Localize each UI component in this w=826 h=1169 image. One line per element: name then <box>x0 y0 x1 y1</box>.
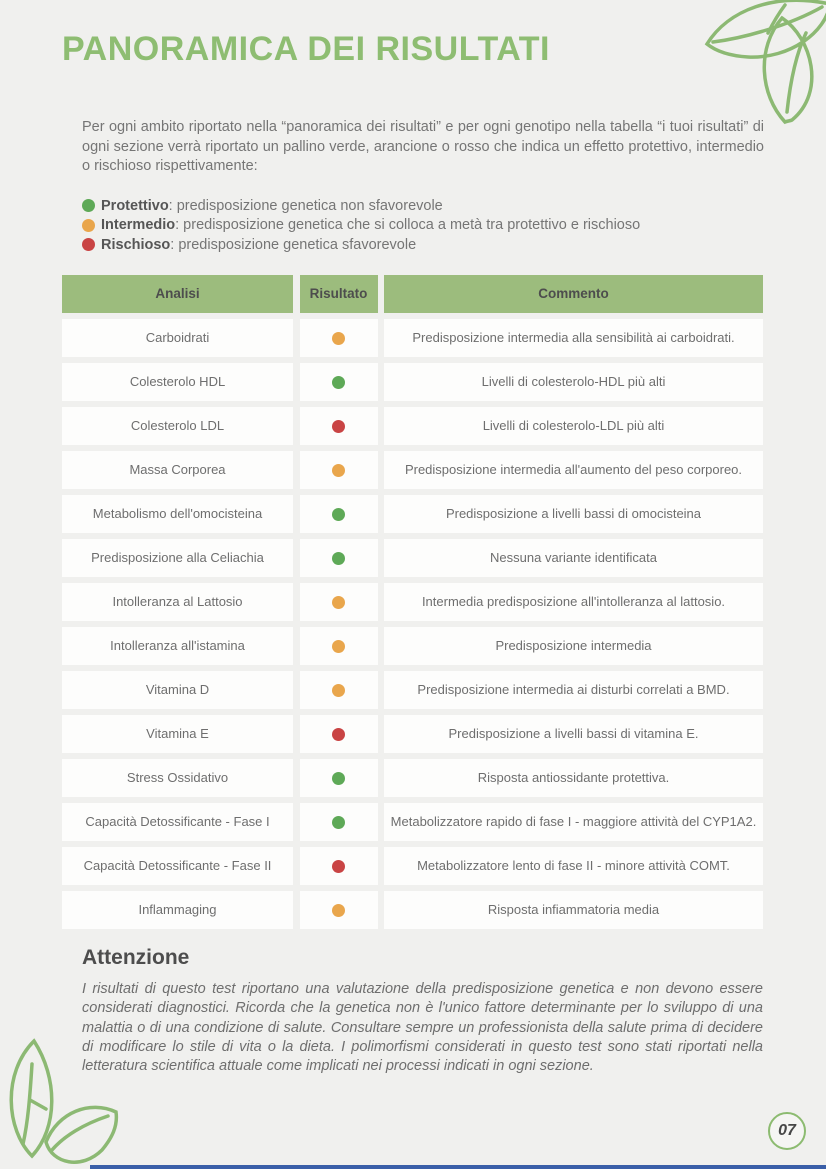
result-cell <box>300 627 378 665</box>
table-row <box>62 847 763 885</box>
legend-label: Intermedio <box>101 217 176 234</box>
analysis-name-cell: Metabolismo dell'omocisteina <box>62 495 293 533</box>
analysis-name-cell: Vitamina E <box>62 715 293 753</box>
result-cell <box>300 715 378 753</box>
comment-cell: Predisposizione a livelli bassi di vitamina E. <box>384 715 763 753</box>
table-row <box>62 671 763 709</box>
result-cell <box>300 759 378 797</box>
result-cell <box>300 803 378 841</box>
result-dot <box>332 508 345 521</box>
comment-cell: Predisposizione intermedia <box>384 627 763 665</box>
result-dot <box>332 904 345 917</box>
legend-text: : predisposizione genetica che si colloca a metà tra protettivo e rischioso <box>175 217 641 234</box>
table-row <box>62 407 763 445</box>
analysis-name-cell: Intolleranza all'istamina <box>62 627 293 665</box>
result-cell <box>300 407 378 445</box>
table-row <box>62 363 763 401</box>
result-cell <box>300 583 378 621</box>
table-row <box>62 539 763 577</box>
comment-cell: Predisposizione intermedia alla sensibilità ai carboidrati. <box>384 319 763 357</box>
page-number: 07 <box>778 1122 796 1139</box>
comment-cell: Metabolizzatore lento di fase II - minore attività COMT. <box>384 847 763 885</box>
analysis-name-cell: Massa Corporea <box>62 451 293 489</box>
table-row <box>62 495 763 533</box>
legend-item <box>82 235 764 255</box>
comment-cell: Risposta antiossidante protettiva. <box>384 759 763 797</box>
table-row <box>62 759 763 797</box>
footer-accent-bar <box>90 1165 826 1169</box>
column-header-risultato: Risultato <box>300 275 378 313</box>
table-row <box>62 715 763 753</box>
leaf-decoration-top-right <box>650 0 826 135</box>
analysis-name-cell: Inflammaging <box>62 891 293 929</box>
result-dot <box>332 816 345 829</box>
result-dot <box>332 464 345 477</box>
legend-text: : predisposizione genetica non sfavorevole <box>168 197 443 214</box>
attention-title: Attenzione <box>82 946 190 969</box>
legend-item <box>82 216 764 236</box>
analysis-name-cell: Intolleranza al Lattosio <box>62 583 293 621</box>
table-row <box>62 803 763 841</box>
result-dot <box>332 332 345 345</box>
result-dot <box>332 772 345 785</box>
analysis-name-cell: Carboidrati <box>62 319 293 357</box>
comment-cell: Predisposizione intermedia all'aumento del peso corporeo. <box>384 451 763 489</box>
result-dot <box>332 596 345 609</box>
legend-dot <box>82 199 95 212</box>
result-cell <box>300 495 378 533</box>
result-dot <box>332 640 345 653</box>
result-cell <box>300 891 378 929</box>
result-cell <box>300 671 378 709</box>
legend-dot <box>82 238 95 251</box>
analysis-name-cell: Vitamina D <box>62 671 293 709</box>
result-cell <box>300 847 378 885</box>
table-row <box>62 319 763 357</box>
table-row <box>62 891 763 929</box>
comment-cell: Livelli di colesterolo-HDL più alti <box>384 363 763 401</box>
analysis-name-cell: Capacità Detossificante - Fase II <box>62 847 293 885</box>
legend-dot <box>82 219 95 232</box>
analysis-name-cell: Colesterolo LDL <box>62 407 293 445</box>
result-dot <box>332 684 345 697</box>
result-dot <box>332 728 345 741</box>
legend-text: : predisposizione genetica sfavorevole <box>170 236 417 253</box>
column-header-analisi: Analisi <box>62 275 293 313</box>
analysis-name-cell: Stress Ossidativo <box>62 759 293 797</box>
comment-cell: Intermedia predisposizione all'intolleranza al lattosio. <box>384 583 763 621</box>
comment-cell: Predisposizione a livelli bassi di omocisteina <box>384 495 763 533</box>
analysis-name-cell: Capacità Detossificante - Fase I <box>62 803 293 841</box>
result-dot <box>332 552 345 565</box>
intro-paragraph: Per ogni ambito riportato nella “panoramica dei risultati” e per ogni genotipo nella tabella “i tuoi risultati” di ogni sezione verrà riportato un pallino verde, arancione o rosso che indica un effetto protettivo, intermedio o rischioso rispettivamente: <box>82 119 764 174</box>
comment-cell: Livelli di colesterolo-LDL più alti <box>384 407 763 445</box>
comment-cell: Risposta infiammatoria media <box>384 891 763 929</box>
comment-cell: Predisposizione intermedia ai disturbi correlati a BMD. <box>384 671 763 709</box>
result-cell <box>300 539 378 577</box>
table-row <box>62 451 763 489</box>
page-title: PANORAMICA DEI RISULTATI <box>62 30 550 68</box>
legend-label: Rischioso <box>101 236 171 253</box>
legend <box>82 196 764 255</box>
result-cell <box>300 319 378 357</box>
table-row <box>62 627 763 665</box>
attention-section <box>82 946 763 1076</box>
table-row <box>62 583 763 621</box>
attention-body: I risultati di questo test riportano una valutazione della predisposizione genetica e non devono essere considerati diagnostici. Ricorda che la genetica non è l'unico fattore determinante per lo sviluppo di una malattia o di una condizione di salute. Consultare sempre un professionista della salute prima di decidere di modificare lo stile di vita o la dieta. I polimorfismi considerati in questo test sono stati riportati nella letteratura scientifica attuale come implicati nei processi indicati in ogni sezione. <box>82 981 763 1075</box>
result-dot <box>332 420 345 433</box>
result-dot <box>332 860 345 873</box>
comment-cell: Metabolizzatore rapido di fase I - maggiore attività del CYP1A2. <box>384 803 763 841</box>
comment-cell: Nessuna variante identificata <box>384 539 763 577</box>
page-number-badge <box>768 1112 806 1150</box>
legend-label: Protettivo <box>101 197 169 214</box>
results-table <box>62 275 763 935</box>
table-header-row <box>62 275 763 313</box>
legend-item <box>82 196 764 216</box>
result-dot <box>332 376 345 389</box>
analysis-name-cell: Predisposizione alla Celiachia <box>62 539 293 577</box>
column-header-commento: Commento <box>384 275 763 313</box>
result-cell <box>300 451 378 489</box>
analysis-name-cell: Colesterolo HDL <box>62 363 293 401</box>
result-cell <box>300 363 378 401</box>
